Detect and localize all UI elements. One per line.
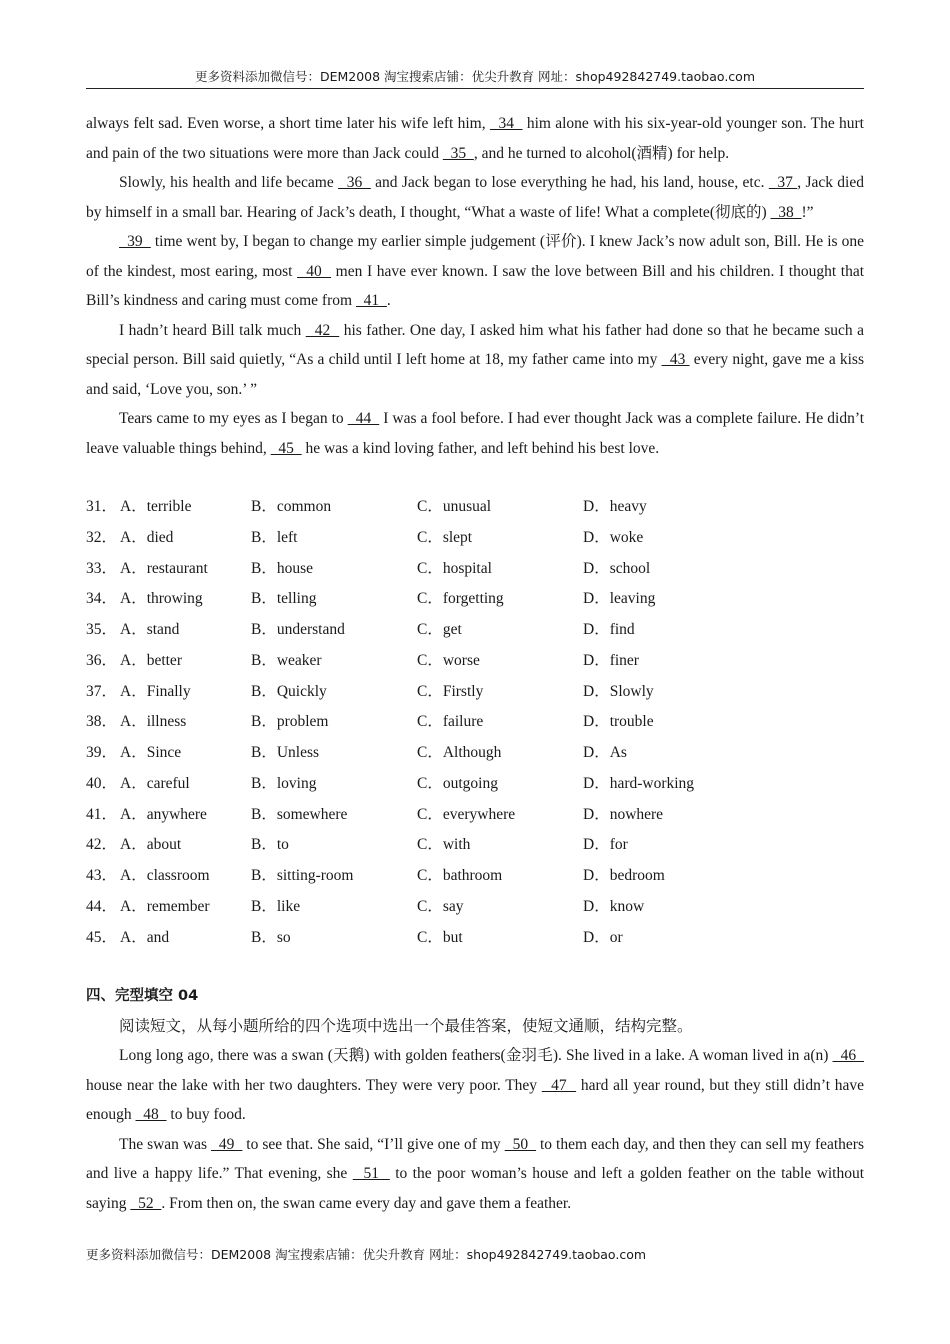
blank-44: 44 <box>347 410 380 427</box>
option-c: C．Firstly <box>417 682 484 700</box>
option-d: D．bedroom <box>583 867 665 884</box>
answer-options <box>86 492 864 953</box>
option-d: D．or <box>583 928 623 946</box>
blank-48: 48 <box>135 1106 167 1123</box>
option-a: A．stand <box>120 621 180 638</box>
option-a: A．classroom <box>120 867 210 884</box>
paragraph-1: Long long ago, there was a swan (天鹅) with golden feathers(金羽毛). She lived in a lake. A woman lived in a(n) 46 house near the lake with her two daughters. They were very poor. They 47 hard all year round, but they still didn’t have enough 48 to buy food. <box>86 1047 864 1123</box>
option-c: C．with <box>417 836 471 854</box>
option-a: A．died <box>120 528 174 546</box>
paragraph-4: I hadn’t heard Bill talk much 42 his father. One day, I asked him what his father had done so that he became such a special person. Bill said quietly, “As a child until I left home at 18, my father came into my 43 every night, gave me a kiss and said, ‘Love you, son.’ ” <box>86 321 865 398</box>
option-a: A．and <box>120 928 170 946</box>
option-d: D．school <box>583 559 651 577</box>
option-a: A．illness <box>120 713 187 731</box>
option-b: B．problem <box>251 713 329 731</box>
option-d: D．leaving <box>583 590 656 608</box>
question-row: 33． A．restaurant B．house C．hospital D．school <box>86 554 864 585</box>
option-d: D．Slowly <box>583 682 654 700</box>
blank-42: 42 <box>305 321 340 339</box>
option-c: C．outgoing <box>417 774 498 792</box>
option-c: C．Although <box>417 744 502 761</box>
option-c: C．failure <box>417 713 484 731</box>
passage-cloze-3 <box>86 109 864 463</box>
blank-50: 50 <box>504 1135 537 1153</box>
blank-45: 45 <box>270 439 302 457</box>
option-b: B．somewhere <box>251 805 348 823</box>
option-b: B．weaker <box>251 651 322 669</box>
page-header: 更多资料添加微信号：DEM2008 淘宝搜索店铺：优尖升教育 网址：shop492842749.taobao.com <box>86 68 864 89</box>
option-d: D．woke <box>583 528 644 546</box>
question-row: 43． A．classroom B．sitting-room C．bathroom D．bedroom <box>86 861 864 892</box>
question-row: 36． A．better B．weaker C．worse D．finer <box>86 646 864 677</box>
option-c: C．bathroom <box>417 867 503 884</box>
option-c: C．slept <box>417 528 473 546</box>
option-b: B．so <box>251 928 291 946</box>
option-b: B．like <box>251 897 301 915</box>
section-title: 四、完型填空 04 <box>86 988 199 1004</box>
section-instruction: 阅读短文，从每小题所给的四个选项中选出一个最佳答案，使短文通顺，结构完整。 <box>119 1017 693 1035</box>
option-d: D．heavy <box>583 498 647 515</box>
blank-36: 36 <box>338 174 371 191</box>
option-a: A．restaurant <box>120 559 208 577</box>
section-cloze-4 <box>86 982 864 1218</box>
question-row: 34． A．throwing B．telling C．forgetting D．leaving <box>86 584 864 615</box>
question-row: 45． A．and B．so C．but D．or <box>86 923 864 954</box>
option-b: B．sitting-room <box>251 867 354 884</box>
option-a: A．throwing <box>120 590 203 608</box>
paragraph-2: Slowly, his health and life became 36 and Jack began to lose everything he had, his land, house, etc. 37 , Jack died by himself in a small bar. Hearing of Jack’s death, I thought, “What a waste of life! What a complete(彻底的) 38 !” <box>86 174 864 221</box>
option-b: B．left <box>251 528 298 546</box>
paragraph-3: 39 time went by, I began to change my earlier simple judgement (评价). I knew Jack’s now adult son, Bill. He is one of the kindest, most earing, most 40 men I have ever known. I saw the love between Bill and his children. I thought that Bill’s kindness and caring must come from 41 . <box>86 233 865 309</box>
question-row: 32． A．died B．left C．slept D．woke <box>86 523 864 554</box>
question-row: 38． A．illness B．problem C．failure D．trouble <box>86 707 864 738</box>
option-d: D．As <box>583 744 627 761</box>
page-footer: 更多资料添加微信号：DEM2008 淘宝搜索店铺：优尖升教育 网址：shop492842749.taobao.com <box>86 1247 647 1262</box>
blank-37: 37 <box>768 174 798 191</box>
option-d: D．know <box>583 897 645 915</box>
option-c: C．hospital <box>417 559 492 577</box>
option-b: B．loving <box>251 774 317 792</box>
question-row: 39． A．Since B．Unless C．Although D．As <box>86 738 864 769</box>
blank-52: 52 <box>130 1194 162 1212</box>
option-c: C．worse <box>417 651 480 669</box>
option-a: A．terrible <box>120 498 192 515</box>
paragraph-2: The swan was 49 to see that. She said, “I’ll give one of my 50 to them each day, and then they can sell my feathers and live a happy life.” That evening, she 51 to the poor woman’s house and left a golden feather on the table without saying 52 . From then on, the swan came every day and gave them a feather. <box>86 1135 865 1212</box>
option-b: B．Quickly <box>251 682 327 700</box>
option-a: A．Finally <box>120 682 191 700</box>
blank-38: 38 <box>770 203 802 221</box>
blank-51: 51 <box>352 1165 390 1182</box>
option-a: A．anywhere <box>120 805 207 823</box>
question-row: 40． A．careful B．loving C．outgoing D．hard-working <box>86 769 864 800</box>
option-c: C．forgetting <box>417 590 504 608</box>
paragraph-5: Tears came to my eyes as I began to 44 I was a fool before. I had ever thought Jack was a complete failure. He didn’t leave valuable things behind, 45 he was a kind loving father, and left behind his best love. <box>86 410 865 457</box>
question-row: 41． A．anywhere B．somewhere C．everywhere D．nowhere <box>86 800 864 831</box>
blank-41: 41 <box>355 292 387 309</box>
blank-43: 43 <box>661 351 690 368</box>
option-d: D．find <box>583 621 635 638</box>
option-d: D．hard-working <box>583 774 695 792</box>
blank-39: 39 <box>119 233 151 250</box>
option-a: A．remember <box>120 897 210 915</box>
option-b: B．Unless <box>251 744 320 761</box>
option-d: D．for <box>583 836 628 854</box>
question-row: 42． A．about B．to C．with D．for <box>86 830 864 861</box>
blank-46: 46 <box>832 1047 864 1064</box>
option-b: B．understand <box>251 621 345 638</box>
option-a: A．about <box>120 836 182 854</box>
option-b: B．telling <box>251 590 317 608</box>
option-b: B．to <box>251 836 289 854</box>
question-row: 35． A．stand B．understand C．get D．find <box>86 615 864 646</box>
option-c: C．but <box>417 928 463 946</box>
option-a: A．better <box>120 651 182 669</box>
option-a: A．Since <box>120 744 182 761</box>
option-a: A．careful <box>120 774 190 792</box>
option-c: C．unusual <box>417 498 492 515</box>
blank-49: 49 <box>210 1135 243 1153</box>
option-c: C．get <box>417 621 462 638</box>
option-d: D．finer <box>583 651 639 669</box>
option-c: C．say <box>417 897 464 915</box>
paragraph-1: always felt sad. Even worse, a short time later his wife left him, 34 him alone with his six-year-old younger son. The hurt and pain of the two situations were more than Jack could 35 , and he turned to alcohol(酒精) for help. <box>86 115 864 162</box>
option-b: B．house <box>251 559 314 577</box>
blank-47: 47 <box>541 1076 577 1094</box>
option-d: D．nowhere <box>583 805 664 823</box>
option-c: C．everywhere <box>417 805 516 823</box>
question-row: 31． A．terrible B．common C．unusual D．heavy <box>86 492 864 523</box>
question-row: 37． A．Finally B．Quickly C．Firstly D．Slowly <box>86 677 864 708</box>
option-b: B．common <box>251 498 332 515</box>
option-d: D．trouble <box>583 713 654 731</box>
blank-40: 40 <box>297 262 332 280</box>
blank-35: 35 <box>442 144 474 162</box>
blank-34: 34 <box>489 115 523 132</box>
question-row: 44． A．remember B．like C．say D．know <box>86 892 864 923</box>
